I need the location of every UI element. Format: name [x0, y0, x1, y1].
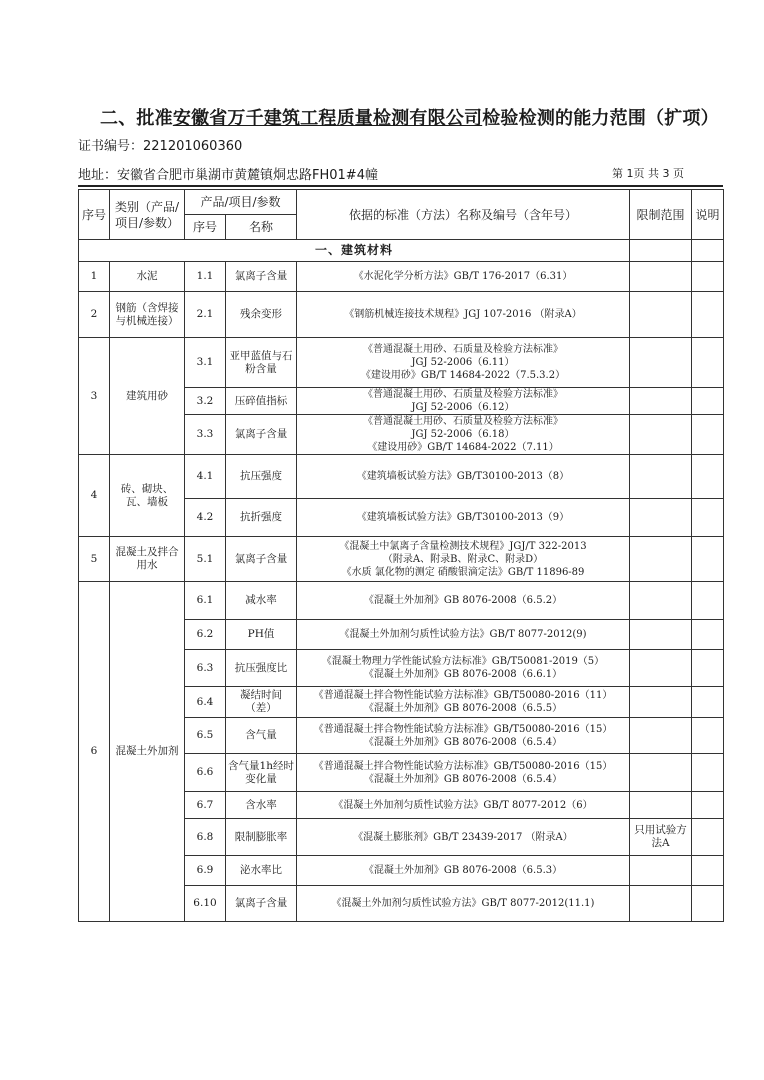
item-number: 4.2 [185, 499, 226, 537]
item-name: 含水率 [226, 792, 297, 819]
item-name: 含气量1h经时变化量 [226, 754, 297, 792]
item-name: 减水率 [226, 582, 297, 620]
item-name: 抗压强度 [226, 455, 297, 499]
item-number: 6.3 [185, 650, 226, 687]
table-row [79, 262, 724, 292]
item-note [692, 620, 724, 650]
item-name: 亚甲蓝值与石粉含量 [226, 338, 297, 388]
item-number: 3.1 [185, 338, 226, 388]
item-standard [297, 537, 630, 582]
item-standard [297, 792, 630, 819]
item-number: 3.2 [185, 388, 226, 415]
address [78, 164, 378, 183]
cert-value: 221201060360 [143, 139, 243, 154]
item-note [692, 388, 724, 415]
header-note: 说明 [692, 190, 724, 240]
item-limit [630, 338, 692, 388]
standard-line: 《建设用砂》GB/T 14684-2022（7.11） [367, 442, 559, 453]
item-note [692, 262, 724, 292]
item-note [692, 415, 724, 455]
table-body [79, 240, 724, 922]
standard-line: 《普通混凝土用砂、石质量及检验方法标准》 [363, 416, 563, 427]
item-name: 氯离子含量 [226, 886, 297, 922]
item-standard [297, 687, 630, 718]
item-standard [297, 582, 630, 620]
item-limit [630, 718, 692, 754]
item-note [692, 650, 724, 687]
group-number: 1 [79, 262, 110, 292]
item-name: 压碎值指标 [226, 388, 297, 415]
group-category: 砖、砌块、瓦、墙板 [110, 455, 185, 537]
item-standard [297, 455, 630, 499]
standard-line: 《混凝土外加剂》GB 8076-2008（6.5.4） [363, 773, 563, 785]
section-note-cell [692, 240, 724, 262]
item-note [692, 582, 724, 620]
item-number: 6.4 [185, 687, 226, 718]
header-name: 名称 [226, 215, 297, 240]
item-standard [297, 388, 630, 415]
standard-line: 《普通混凝土拌合物性能试验方法标准》GB/T50080-2016（11） [313, 690, 613, 701]
group-number: 3 [79, 338, 110, 455]
item-limit [630, 415, 692, 455]
certificate-number [78, 135, 242, 154]
standard-line: 《混凝土外加剂》GB 8076-2008（6.5.3） [363, 865, 563, 876]
item-limit [630, 687, 692, 718]
item-name: 氯离子含量 [226, 415, 297, 455]
table-row [79, 582, 724, 620]
item-name: 泌水率比 [226, 856, 297, 886]
standard-line: 《混凝土中氯离子含量检测技术规程》JGJ/T 322-2013 [339, 540, 587, 552]
item-note [692, 819, 724, 856]
item-limit: 只用试验方法A [630, 819, 692, 856]
header-seq: 序号 [79, 190, 110, 240]
item-standard [297, 262, 630, 292]
header-standard: 依据的标准（方法）名称及编号（含年号） [297, 190, 630, 240]
item-standard [297, 856, 630, 886]
group-category: 混凝土外加剂 [110, 582, 185, 922]
table-row [79, 537, 724, 582]
standard-line: JGJ 52-2006（6.12） [411, 402, 515, 413]
item-number: 6.2 [185, 620, 226, 650]
title-suffix: 检验检测的能力范围（扩项） [482, 108, 719, 129]
header-product-group: 产品/项目/参数 [185, 190, 297, 215]
standard-line: 《水质 氯化物的测定 硝酸银滴定法》GB/T 11896-89 [341, 566, 585, 578]
item-name: 抗压强度比 [226, 650, 297, 687]
item-standard [297, 718, 630, 754]
table-row [79, 292, 724, 338]
item-number: 6.10 [185, 886, 226, 922]
table-row [79, 338, 724, 388]
item-number: 6.6 [185, 754, 226, 792]
item-number: 5.1 [185, 537, 226, 582]
item-name: 限制膨胀率 [226, 819, 297, 856]
standard-line: 《混凝土外加剂匀质性试验方法》GB/T 8077-2012(11.1) [331, 898, 595, 909]
page-info: 第 1页 共 3 页 [612, 167, 684, 180]
header-category: 类别（产品/项目/参数） [110, 190, 185, 240]
group-number: 6 [79, 582, 110, 922]
standard-line: 《混凝土物理力学性能试验方法标准》GB/T50081-2019（5） [321, 656, 605, 667]
item-name: 含气量 [226, 718, 297, 754]
standard-line: 《建设用砂》GB/T 14684-2022（7.5.3.2） [360, 370, 566, 381]
address-label: 地址： [78, 168, 118, 183]
standard-line: JGJ 52-2006（6.11） [411, 357, 515, 368]
group-category: 水泥 [110, 262, 185, 292]
item-limit [630, 754, 692, 792]
title-prefix: 二、批准 [100, 108, 173, 129]
item-standard [297, 650, 630, 687]
item-note [692, 455, 724, 499]
item-limit [630, 388, 692, 415]
standard-line: 《钢筋机械连接技术规程》JGJ 107-2016 （附录A） [344, 309, 582, 320]
item-number: 6.1 [185, 582, 226, 620]
standard-line: 《混凝土外加剂》GB 8076-2008（6.5.2） [363, 595, 563, 606]
item-number: 6.5 [185, 718, 226, 754]
item-note [692, 856, 724, 886]
item-note [692, 499, 724, 537]
header-sub-seq: 序号 [185, 215, 226, 240]
section-limit-cell [630, 240, 692, 262]
standard-line: 《混凝土膨胀剂》GB/T 23439-2017 （附录A） [353, 831, 573, 843]
group-category: 混凝土及拌合用水 [110, 537, 185, 582]
group-category: 建筑用砂 [110, 338, 185, 455]
item-standard [297, 620, 630, 650]
table-row [79, 455, 724, 499]
item-name: 残余变形 [226, 292, 297, 338]
item-note [692, 792, 724, 819]
item-name: 氯离子含量 [226, 537, 297, 582]
item-note [692, 754, 724, 792]
item-standard [297, 819, 630, 856]
item-number: 4.1 [185, 455, 226, 499]
cert-label: 证书编号： [78, 139, 144, 154]
item-limit [630, 455, 692, 499]
group-category: 钢筋（含焊接与机械连接） [110, 292, 185, 338]
standard-line: 《普通混凝土拌合物性能试验方法标准》GB/T50080-2016（15） [313, 723, 613, 735]
standard-line: 《混凝土外加剂》GB 8076-2008（6.6.1） [363, 669, 563, 680]
standard-line: 《混凝土外加剂》GB 8076-2008（6.5.4） [363, 736, 563, 748]
item-limit [630, 856, 692, 886]
standard-line: 《混凝土外加剂匀质性试验方法》GB/T 8077-2012(9) [339, 629, 587, 640]
item-standard [297, 415, 630, 455]
standard-line: 《水泥化学分析方法》GB/T 176-2017（6.31） [353, 271, 573, 282]
item-limit [630, 650, 692, 687]
standard-line: 《普通混凝土拌合物性能试验方法标准》GB/T50080-2016（15） [313, 760, 613, 772]
item-number: 3.3 [185, 415, 226, 455]
item-standard [297, 499, 630, 537]
item-note [692, 718, 724, 754]
item-standard [297, 292, 630, 338]
group-number: 5 [79, 537, 110, 582]
standard-line: 《普通混凝土用砂、石质量及检验方法标准》 [363, 344, 563, 355]
standard-line: 《混凝土外加剂匀质性试验方法》GB/T 8077-2012（6） [333, 799, 593, 811]
item-limit [630, 582, 692, 620]
item-number: 6.9 [185, 856, 226, 886]
item-standard [297, 338, 630, 388]
section-title: 一、建筑材料 [79, 240, 630, 262]
item-limit [630, 499, 692, 537]
standard-line: JGJ 52-2006（6.18） [411, 429, 515, 440]
item-standard [297, 886, 630, 922]
item-note [692, 292, 724, 338]
item-name: 抗折强度 [226, 499, 297, 537]
group-number: 4 [79, 455, 110, 537]
title-company: 安徽省万千建筑工程质量检测有限公司 [172, 108, 483, 129]
standard-line: 《建筑墙板试验方法》GB/T30100-2013（8） [356, 471, 570, 482]
item-note [692, 687, 724, 718]
item-limit [630, 620, 692, 650]
page-title [100, 104, 740, 130]
header-limit: 限制范围 [630, 190, 692, 240]
item-number: 2.1 [185, 292, 226, 338]
item-note [692, 338, 724, 388]
item-number: 1.1 [185, 262, 226, 292]
header-rule [78, 185, 723, 187]
standard-line: 《混凝土外加剂》GB 8076-2008（6.5.5） [363, 703, 563, 714]
item-note [692, 886, 724, 922]
standard-line: （附录A、附录B、附录C、附录D） [382, 553, 544, 565]
item-name: 凝结时间（差） [226, 687, 297, 718]
address-value: 安徽省合肥市巢湖市黄麓镇烔忠路FH01#4幢 [117, 168, 378, 183]
capability-table [78, 189, 724, 922]
item-standard [297, 754, 630, 792]
item-note [692, 537, 724, 582]
standard-line: 《普通混凝土用砂、石质量及检验方法标准》 [363, 389, 563, 400]
standard-line: 《建筑墙板试验方法》GB/T30100-2013（9） [356, 512, 570, 523]
item-number: 6.7 [185, 792, 226, 819]
item-name: PH值 [226, 620, 297, 650]
item-limit [630, 292, 692, 338]
item-limit [630, 886, 692, 922]
item-name: 氯离子含量 [226, 262, 297, 292]
item-limit [630, 537, 692, 582]
group-number: 2 [79, 292, 110, 338]
item-limit [630, 792, 692, 819]
item-number: 6.8 [185, 819, 226, 856]
item-limit [630, 262, 692, 292]
